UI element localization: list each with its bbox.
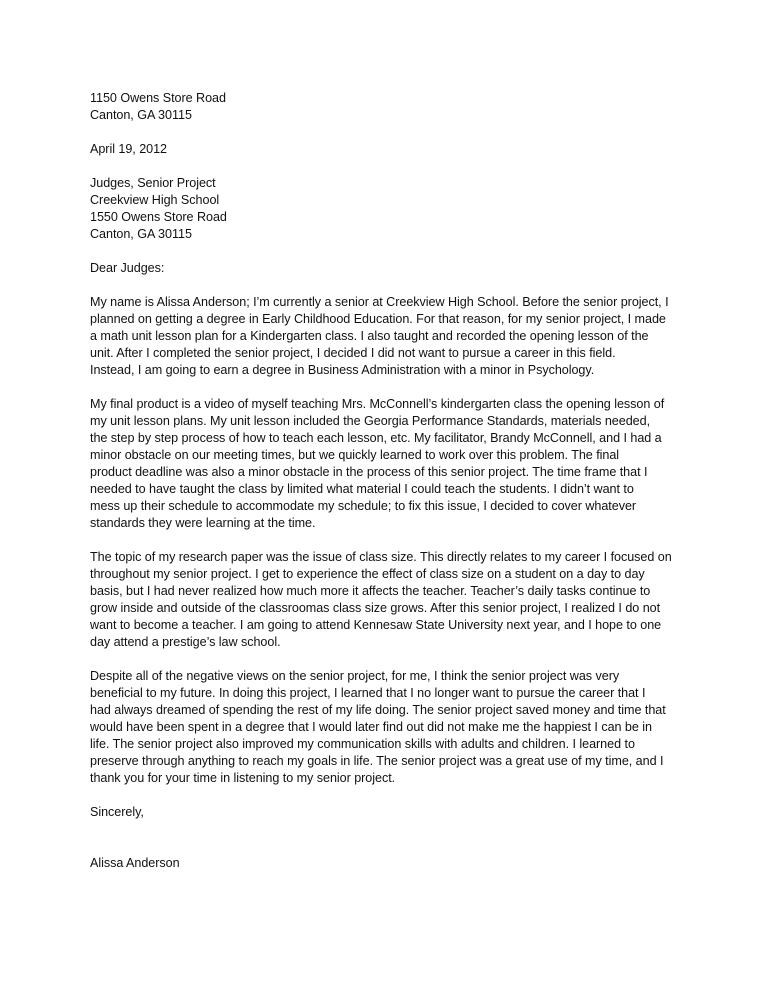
salutation-text: Dear Judges: — [90, 261, 165, 275]
recipient-address-line: Canton, GA 30115 — [90, 227, 192, 241]
closing-text: Sincerely, — [90, 805, 144, 819]
paragraph-line: would have been spent in a degree that I would later find out did not make me the happiest I can be in — [90, 720, 652, 734]
paragraph-line: preserve through anything to reach my goals in life. The senior project was a great use of my time, and I — [90, 754, 664, 768]
letter-date — [90, 141, 686, 158]
paragraph-line: throughout my senior project. I get to experience the effect of class size on a student on a day to day — [90, 567, 645, 581]
paragraph-line: needed to have taught the class by limited what material I could teach the students. I didn’t want to — [90, 482, 634, 496]
paragraph-line: beneficial to my future. In doing this project, I learned that I no longer want to pursue the career that I — [90, 686, 646, 700]
recipient-address — [90, 175, 686, 243]
paragraph-line: The topic of my research paper was the issue of class size. This directly relates to my career I focused on — [90, 550, 672, 564]
sender-address-line: 1150 Owens Store Road — [90, 91, 226, 105]
salutation — [90, 260, 686, 277]
paragraph-line: life. The senior project also improved my communication skills with adults and children. I learned to — [90, 737, 635, 751]
recipient-address-line: Judges, Senior Project — [90, 176, 216, 190]
sender-address-line: Canton, GA 30115 — [90, 108, 192, 122]
paragraph-line: product deadline was also a minor obstacle in the process of this senior project. The time frame that I — [90, 465, 648, 479]
paragraph-line: thank you for your time in listening to my senior project. — [90, 771, 396, 785]
body-paragraph-1 — [90, 294, 686, 379]
letter-body — [90, 90, 686, 872]
paragraph-line: the step by step process of how to teach each lesson, etc. My facilitator, Brandy McConnell, and I had a — [90, 431, 662, 445]
paragraph-line: planned on getting a degree in Early Childhood Education. For that reason, for my senior project, I made — [90, 312, 666, 326]
signature-name: Alissa Anderson — [90, 856, 180, 870]
paragraph-line: My name is Alissa Anderson; I’m currently a senior at Creekview High School. Before the senior project, I — [90, 295, 669, 309]
body-paragraph-3 — [90, 549, 686, 651]
paragraph-line: mess up their schedule to accommodate my schedule; to fix this issue, I decided to cover whatever — [90, 499, 637, 513]
paragraph-line: standards they were learning at the time. — [90, 516, 316, 530]
paragraph-line: my unit lesson plans. My unit lesson included the Georgia Performance Standards, materials needed, — [90, 414, 651, 428]
body-paragraph-4 — [90, 668, 686, 787]
paragraph-line: a math unit lesson plan for a Kindergarten class. I also taught and recorded the opening lesson of the — [90, 329, 649, 343]
paragraph-line: My final product is a video of myself teaching Mrs. McConnell’s kindergarten class the opening lesson of — [90, 397, 665, 411]
sender-address — [90, 90, 686, 124]
recipient-address-line: 1550 Owens Store Road — [90, 210, 227, 224]
body-paragraph-2 — [90, 396, 686, 532]
paragraph-line: Despite all of the negative views on the senior project, for me, I think the senior project was very — [90, 669, 620, 683]
paragraph-line: had always dreamed of spending the rest of my life doing. The senior project saved money and time that — [90, 703, 666, 717]
paragraph-line: want to become a teacher. I am going to attend Kennesaw State University next year, and I hope to one — [90, 618, 662, 632]
paragraph-line: unit. After I completed the senior project, I decided I did not want to pursue a career in this field. — [90, 346, 616, 360]
closing — [90, 804, 686, 821]
paragraph-line: day attend a prestige’s law school. — [90, 635, 281, 649]
signature — [90, 855, 686, 872]
date-text: April 19, 2012 — [90, 142, 168, 156]
paragraph-line: grow inside and outside of the classroomas class size grows. After this senior project, I realized I do not — [90, 601, 661, 615]
paragraph-line: basis, but I had never realized how much more it affects the teacher. Teacher’s daily tasks continue to — [90, 584, 651, 598]
recipient-address-line: Creekview High School — [90, 193, 220, 207]
paragraph-line: minor obstacle on our meeting times, but we quickly learned to work over this problem. The final — [90, 448, 620, 462]
paragraph-line: Instead, I am going to earn a degree in Business Administration with a minor in Psychology. — [90, 363, 595, 377]
